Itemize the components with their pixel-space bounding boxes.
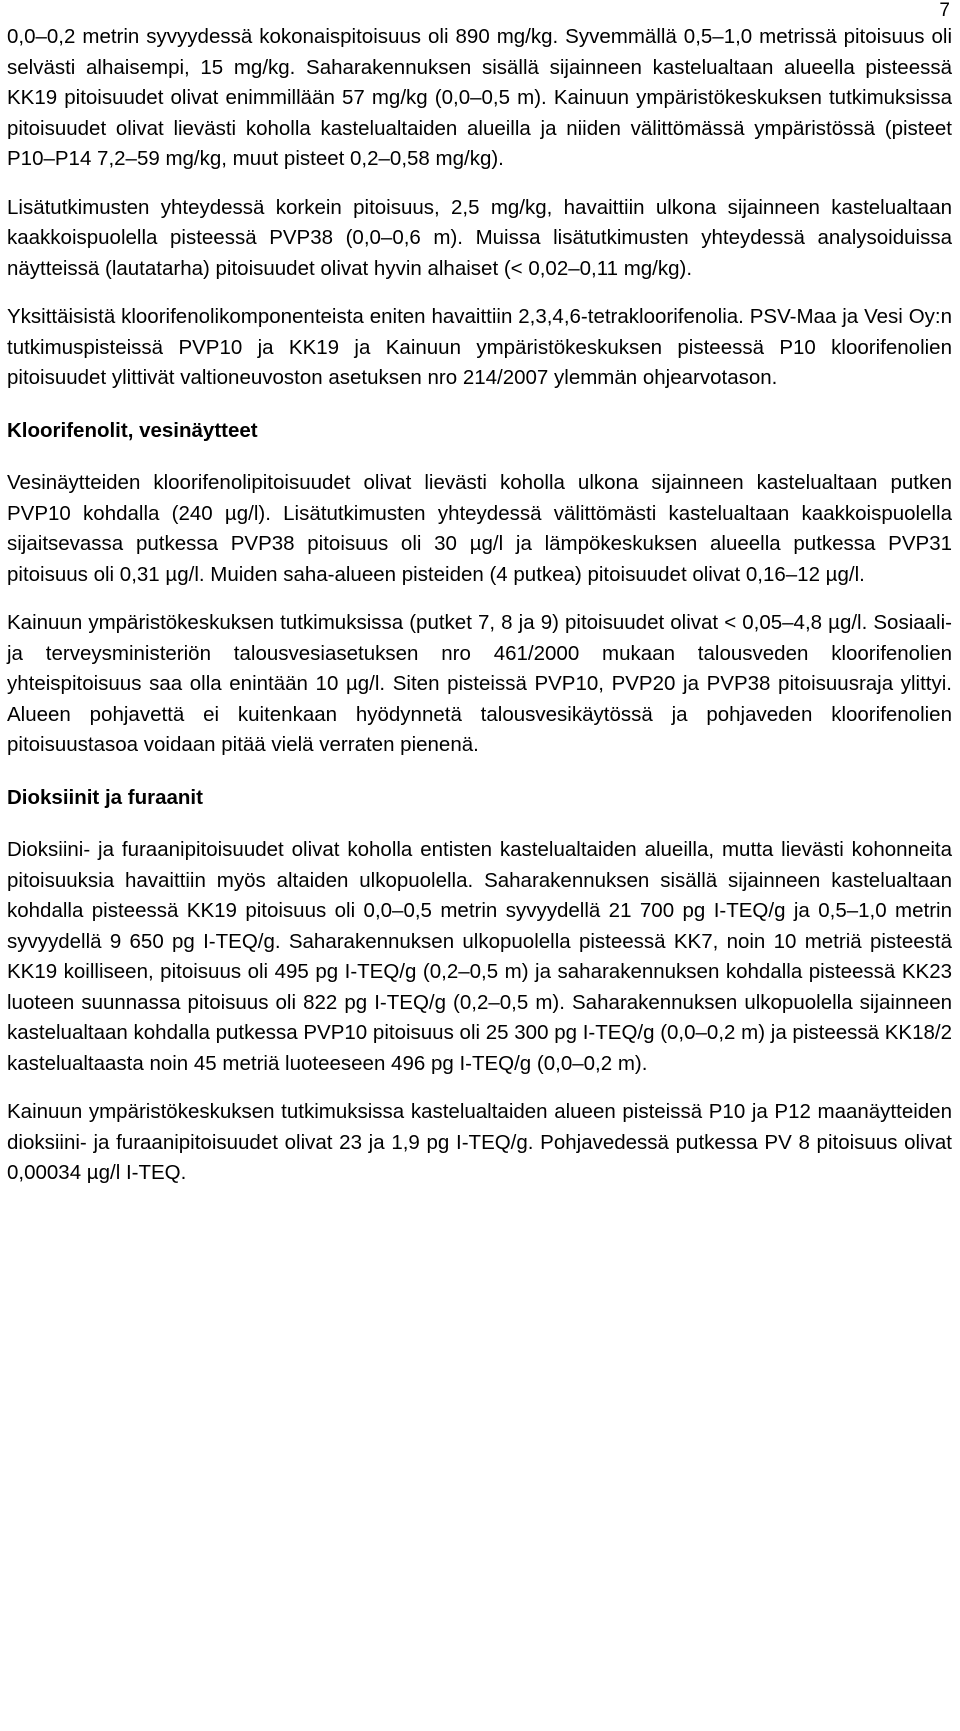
heading-dioxins-furans: Dioksiinit ja furaanit	[7, 785, 203, 809]
heading-chlorophenols-water: Kloorifenolit, vesinäytteet	[7, 418, 258, 442]
paragraph-additional-studies: Lisätutkimusten yhteydessä korkein pitoisuus, 2,5 mg/kg, havaittiin ulkona sijainneen kastelualtaan kaakkoispuolella pisteessä PVP38 (0,0–0,6 m). Muissa lisätutkimusten yhteydessä analysoiduissa näytteissä (lautatarha) pitoisuudet olivat hyvin alhaiset (< 0,02–0,11 mg/kg).	[7, 195, 952, 280]
paragraph-kainuu-dioxins: Kainuun ympäristökeskuksen tutkimuksissa kastelualtaiden alueen pisteissä P10 ja P12 maanäytteiden dioksiini- ja furaanipitoisuudet olivat 23 ja 1,9 pg I-TEQ/g. Pohjavedessä putkessa PV 8 pitoisuus olivat 0,00034 µg/l I-TEQ.	[7, 1100, 952, 1184]
page-number: 7	[939, 0, 950, 21]
paragraph-kainuu-water: Kainuun ympäristökeskuksen tutkimuksissa (putket 7, 8 ja 9) pitoisuudet olivat < 0,05–4,8 µg/l. Sosiaali- ja terveysministeriön talousvesiasetuksen nro 461/2000 mukaan talousveden kloorifenolien yhteispitoisuus saa olla enintään 10 µg/l. Siten pisteissä PVP10, PVP20 ja PVP38 pitoisuusraja ylittyi. Alueen pohjavettä ei kuitenkaan hyödynnetä talousvesikäytössä ja pohjaveden kloorifenolien pitoisuustasoa voidaan pitää vielä verraten pienenä.	[7, 611, 952, 756]
paragraph-chlorophenol-components: Yksittäisistä kloorifenolikomponenteista eniten havaittiin 2,3,4,6-tetrakloorifenolia. PSV-Maa ja Vesi Oy:n tutkimuspisteissä PVP10 ja KK19 ja Kainuun ympäristökeskuksen pisteessä P10 kloorifenolien pitoisuudet ylittivät valtioneuvoston asetuksen nro 214/2007 ylemmän ohjearvotason.	[7, 305, 952, 389]
paragraph-dioxins: Dioksiini- ja furaanipitoisuudet olivat koholla entisten kastelualtaiden alueilla, mutta lievästi kohonneita pitoisuuksia havaittiin myös altaiden ulkopuolella. Saharakennuksen sisällä sijainneen kastelualtaan kohdalla pisteessä KK19 pitoisuus oli 0,0–0,5 metrin syvyydellä 21 700 pg I-TEQ/g ja 0,5–1,0 metrin syvyydellä 9 650 pg I-TEQ/g. Saharakennuksen ulkopuolella pisteessä KK7, noin 10 metriä pisteestä KK19 koilliseen, pitoisuus oli 495 pg I-TEQ/g (0,2–0,5 m) ja saharakennuksen kohdalla pisteessä KK23 luoteen suunnassa pitoisuus oli 822 pg I-TEQ/g (0,2–0,5 m). Saharakennuksen ulkopuolella sijainneen kastelualtaan kohdalla putkessa PVP10 pitoisuus oli 25 300 pg I-TEQ/g (0,0–0,2 m) ja pisteessä KK18/2 kastelualtaasta noin 45 metriä luoteeseen 496 pg I-TEQ/g (0,0–0,2 m).	[7, 838, 952, 1075]
paragraph-mercury-continued: 0,0–0,2 metrin syvyydessä kokonaispitoisuus oli 890 mg/kg. Syvemmällä 0,5–1,0 metrissä pitoisuus oli selvästi alhaisempi, 15 mg/kg. Saharakennuksen sisällä sijainneen kastelualtaan alueella pisteessä KK19 pitoisuudet olivat enimmillään 57 mg/kg (0,0–0,5 m). Kainuun ympäristökeskuksen tutkimuksissa pitoisuudet olivat lievästi koholla kastelualtaiden alueilla ja niiden välittömässä ympäristössä (pisteet P10–P14 7,2–59 mg/kg, muut pisteet 0,2–0,58 mg/kg).	[7, 25, 952, 170]
paragraph-water-samples: Vesinäytteiden kloorifenolipitoisuudet olivat lievästi koholla ulkona sijainneen kastelualtaan putken PVP10 kohdalla (240 µg/l). Lisätutkimusten yhteydessä välittömästi kastelualtaan kaakkoispuolella sijaitsevassa putkessa PVP38 pitoisuus oli 30 µg/l ja lämpökeskuksen alueella putkessa PVP31 pitoisuus oli 0,31 µg/l. Muiden saha-alueen pisteiden (4 putkea) pitoisuudet olivat 0,16–12 µg/l.	[7, 471, 952, 586]
document-body	[7, 22, 952, 1189]
